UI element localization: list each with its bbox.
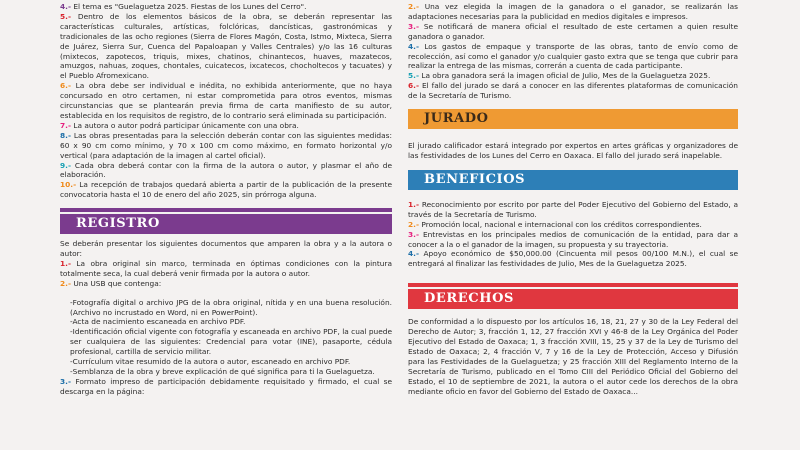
item-number: 6.- [408, 81, 420, 91]
beneficios-list [408, 200, 738, 269]
item-text: La autora o autor podrá participar únicamente con una obra. [73, 120, 299, 130]
list-item [408, 230, 738, 250]
sub-item: -Identificación oficial vigente con fotografía y escaneada en archivo PDF, la cual puede ser cualquiera de las siguientes: Credencial para votar (INE), pasaporte, cédula profesional, cartilla de servicio militar. [70, 327, 392, 357]
item-text: Cada obra deberá contar con la firma de la autora o autor, y plasmar el año de elaboración. [60, 160, 392, 180]
list-item [60, 161, 392, 181]
item-text: Una USB que contenga: [73, 278, 162, 288]
list-item [408, 81, 738, 101]
list-item [60, 12, 392, 81]
jurado-header: JURADO [408, 109, 738, 129]
item-number: 5.- [408, 71, 420, 81]
item-text: El fallo del jurado se dará a conocer en las diferentes plataformas de comunicación de la Secretaría de Turismo. [408, 81, 738, 101]
list-item [408, 42, 738, 72]
list-item [408, 2, 738, 22]
item-number: 4.- [408, 249, 420, 259]
item-number: 10.- [60, 180, 77, 190]
item-number: 7.- [60, 120, 72, 130]
list-item [408, 220, 738, 230]
registro-intro: Se deberán presentar los siguientes documentos que amparen la obra y a la autora o autor: [60, 239, 392, 259]
list-item [60, 131, 392, 161]
list-item [408, 249, 738, 269]
item-text: Promoción local, nacional e internacional con los créditos correspondientes. [421, 219, 702, 229]
sub-item: -Acta de nacimiento escaneada en archivo PDF. [70, 317, 246, 327]
item-text: La obra ganadora será la imagen oficial de Julio, Mes de la Guelaguetza 2025. [421, 71, 711, 81]
list-item [60, 259, 392, 279]
item-number: 2.- [408, 2, 420, 11]
sub-item: -Semblanza de la obra y breve explicación de qué significa para ti la Guelaguetza. [70, 367, 375, 376]
item-number: 1.- [60, 258, 72, 268]
item-number: 9.- [60, 160, 72, 170]
item-text: Apoyo económico de $50,000.00 (Cincuenta mil pesos 00/100 M.N.), el cual se entregará al finalizar las festividades de Julio, Mes de la Guelaguetza 2025. [408, 249, 738, 269]
list-item [60, 121, 392, 131]
item-text: La obra debe ser individual e inédita, no exhibida anteriormente, que no haya concursado en otro certamen, ni estar comprometida para otros eventos, mismas circunstancias que se plantearán previa firma de carta manifiesto de su autor, establecida en los requisitos de registro, de lo contrario será eliminada su participación. [60, 81, 392, 120]
list-item [60, 81, 392, 121]
item-text: Se notificará de manera oficial el resultado de este certamen a quien resulte ganadora o ganador. [408, 21, 738, 41]
list-item [408, 71, 738, 81]
item-text: La obra original sin marco, terminada en óptimas condiciones con la pintura totalmente seca, la cual deberá venir firmada por la autora o autor. [60, 258, 392, 278]
item-text: Una vez elegida la imagen de la ganadora o el ganador, se realizarán las adaptaciones necesarias para la publicidad en medios digitales e impresos. [408, 2, 738, 21]
item-number: 8.- [60, 130, 72, 140]
item-text: Los gastos de empaque y transporte de las obras, tanto de envío como de recolección, así como el ganador y/o cualquier gasto extra que se tenga que cubrir para realizar la entrega de las mismas, correrán a cuenta de cada participante. [408, 41, 738, 71]
item-text: Dentro de los elementos básicos de la obra, se deberán representar las características culturales, artísticas, folclóricas, dancísticas, gastronómicas y tradicionales de las ocho regiones (Sierra de Flores Magón, Costa, Istmo, Mixteca, Sierra de Juárez, Sierra Sur, Cuenca del Papaloapan y Valles Centrales) y/o las 16 culturas (mixtecos, zapotecos, triquis, mixes, chatinos, chinantecos, huaves, mazatecos, amuzgos, nahuas, zoques, chontales, cuicatecos, ixcatecos, chocholtecos y tacuates) y el Pueblo Afromexicano. [60, 11, 392, 81]
item-text: Las obras presentadas para la selección deberán contar con las siguientes medidas: 60 x 90 cm como mínimo, y 70 x 100 cm como máximo, en formato horizontal y/o vertical (para adaptación de la imagen al cartel oficial). [60, 130, 392, 160]
derechos-header: DERECHOS [408, 289, 738, 309]
item-text: El tema es "Guelaguetza 2025. Fiestas de los Lunes del Cerro". [73, 2, 307, 11]
usb-contents-list [60, 298, 392, 377]
item-text: Formato impreso de participación debidamente requisitado y firmado, el cual se descarga en la página: [60, 376, 392, 396]
left-column [60, 0, 392, 397]
bases-continued-list [408, 2, 738, 101]
item-number: 3.- [408, 229, 420, 239]
list-item [60, 279, 392, 289]
sub-item: -Fotografía digital o archivo JPG de la obra original, nítida y en una buena resolución. (Archivo no incrustado en Word, ni en PowerPoint). [70, 297, 392, 317]
item-text: Entrevistas en los principales medios de comunicación de la entidad, para dar a conocer a la o el ganador de la imagen, su propuesta y su trayectoria. [408, 229, 738, 249]
item-number: 3.- [408, 21, 420, 31]
right-column [408, 0, 738, 396]
list-item [408, 22, 738, 42]
registro-header: REGISTRO [60, 214, 392, 234]
bases-list [60, 2, 392, 200]
item-number: 1.- [408, 199, 420, 209]
item-text: La recepción de trabajos quedará abierta a partir de la publicación de la presente convocatoria hasta el 10 de enero del año 2025, sin prórroga alguna. [60, 180, 392, 200]
derechos-text: De conformidad a lo dispuesto por los artículos 16, 18, 21, 27 y 30 de la Ley Federal del Derecho de Autor; 3, fracción 1, 12, 27 fracción XVI y 46-8 de la Ley Orgánica del Poder Ejecutivo del Estado de Oaxaca; 1, 3 fracción XVIII, 15, 25 y 37 de la Ley de Turismo del Estado de Oaxaca; 2, 4 fracción V, 7 y 16 de la Ley de Protección, Acceso y Difusión para las Festividades de la Guelaguetza; y 25 fracción XIII del Reglamento Interno de la Secretaría de Turismo, publicado en el Tomo CIII del Periódico Oficial del Gobierno del Estado, el 10 de septiembre de 2021, la autora o el autor cede los derechos de la obra mediante oficio en favor del Gobierno del Estado de Oaxaca... [408, 317, 738, 396]
item-number: 4.- [408, 41, 420, 51]
registro-item [60, 377, 392, 397]
item-text: Reconocimiento por escrito por parte del Poder Ejecutivo del Gobierno del Estado, a través de la Secretaría de Turismo. [408, 199, 738, 219]
list-item [408, 200, 738, 220]
item-number: 5.- [60, 11, 72, 21]
beneficios-header: BENEFICIOS [408, 170, 738, 190]
item-number: 6.- [60, 81, 72, 91]
item-number: 2.- [408, 219, 420, 229]
registro-list [60, 259, 392, 289]
sub-item: -Currículum vitae resumido de la autora o autor, escaneado en archivo PDF. [70, 357, 351, 367]
list-item [60, 2, 392, 12]
item-number: 2.- [60, 278, 72, 288]
jurado-text: El jurado calificador estará integrado por expertos en artes gráficas y organizadores de las festividades de los Lunes del Cerro en Oaxaca. El fallo del jurado será inapelable. [408, 141, 738, 160]
item-number: 3.- [60, 376, 72, 386]
list-item [60, 180, 392, 200]
item-number: 4.- [60, 2, 72, 11]
